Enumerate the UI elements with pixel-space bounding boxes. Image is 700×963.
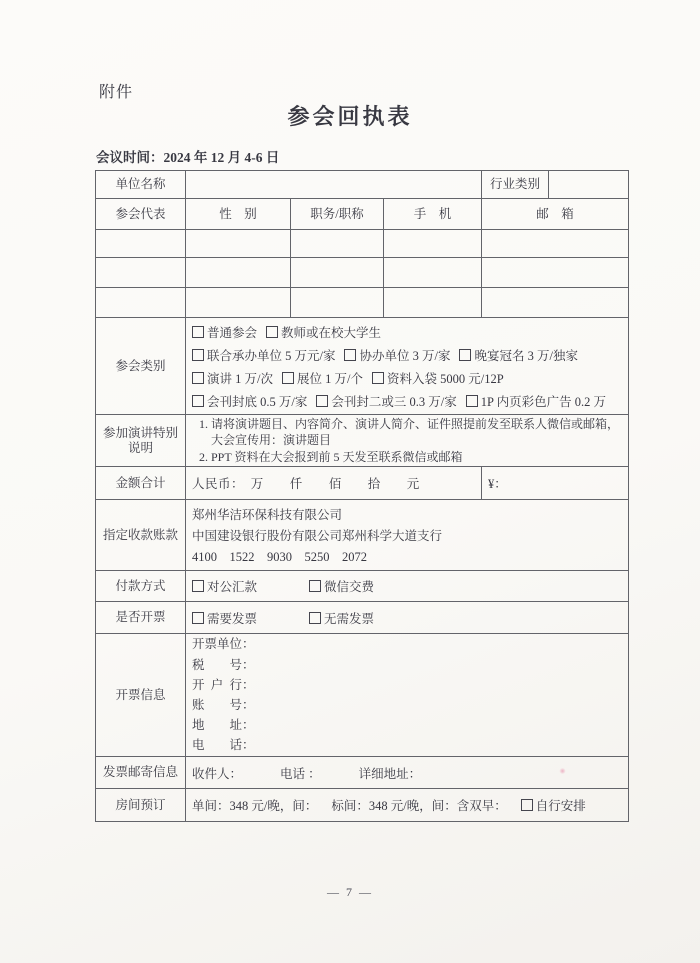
checkbox-icon <box>316 395 328 407</box>
checkbox-option-label: 微信交费 <box>324 580 375 594</box>
scan-speck <box>559 768 566 774</box>
payment-options <box>186 571 629 602</box>
empty-cell <box>291 288 384 318</box>
invoice-info-field: 电 话： <box>192 738 255 753</box>
representative-header-row <box>96 199 629 230</box>
mailing-label: 发票邮寄信息 <box>96 757 186 789</box>
account-label: 指定收款账款 <box>96 500 186 571</box>
speech-notes-content <box>186 415 629 467</box>
checkbox-option <box>192 577 257 595</box>
checkbox-option <box>372 369 504 387</box>
checkbox-icon <box>192 612 204 624</box>
invoice-info-field: 开票单位： <box>192 637 255 652</box>
invoice-info-label: 开票信息 <box>96 634 186 757</box>
invoice-info-fields <box>186 634 629 757</box>
invoice-info-row <box>96 634 629 757</box>
checkbox-option-label: 需要发票 <box>207 611 258 626</box>
checkbox-option-label: 晚宴冠名 3 万/独家 <box>474 348 578 363</box>
payment-options-line <box>192 571 622 601</box>
reply-form-table <box>95 170 629 822</box>
col-email: 邮 箱 <box>482 199 629 230</box>
empty-cell <box>482 288 629 318</box>
col-gender: 性 别 <box>186 199 291 230</box>
checkbox-icon <box>466 395 478 407</box>
empty-cell <box>186 288 291 318</box>
speech-notes-label: 参加演讲特别说明 <box>96 415 186 467</box>
empty-cell <box>96 288 186 318</box>
room-standard-text: 标间：348 元/晚，间：含双早： <box>331 799 507 813</box>
checkbox-icon <box>372 372 384 384</box>
checkbox-icon <box>282 372 294 384</box>
mailing-field: 电话 ： <box>280 766 321 781</box>
checkbox-icon <box>309 612 321 624</box>
category-options-line-3 <box>192 366 622 389</box>
checkbox-icon <box>266 326 278 338</box>
checkbox-option-label: 1P 内页彩色广告 0.2 万 <box>480 394 606 409</box>
checkbox-option <box>192 392 307 410</box>
checkbox-icon <box>192 395 204 407</box>
checkbox-option <box>192 346 335 364</box>
unit-row <box>96 171 629 199</box>
invoice-info-field: 开 户 行： <box>192 677 255 692</box>
account-row <box>96 500 629 571</box>
category-options <box>186 318 629 415</box>
checkbox-option <box>266 323 381 341</box>
checkbox-option <box>309 577 374 595</box>
unit-name-label: 单位名称 <box>96 171 186 199</box>
checkbox-option-label: 展位 1 万/个 <box>296 371 363 386</box>
account-lines <box>192 502 622 568</box>
account-line: 郑州华洁环保科技有限公司 <box>192 508 343 522</box>
checkbox-option <box>309 609 374 627</box>
unit-name-value <box>186 171 482 199</box>
speech-note-item: 1. 请将演讲题目、内容简介、演讲人简介、证件照提前发至联系人微信或邮箱，大会宣传用：演讲题目 <box>211 416 622 449</box>
checkbox-option-label: 普通参会 <box>207 325 258 340</box>
checkbox-option <box>459 346 577 364</box>
payment-row <box>96 571 629 602</box>
checkbox-icon <box>344 349 356 361</box>
industry-value <box>549 171 629 199</box>
speech-note-item: 2. PPT 资料在大会报到前 5 天发至联系微信或邮箱 <box>211 449 622 466</box>
col-position: 职务/职称 <box>291 199 384 230</box>
invoice-info-field: 税 号： <box>192 657 255 672</box>
checkbox-icon <box>521 799 533 811</box>
empty-cell <box>291 258 384 288</box>
page-number: — 7 — <box>327 885 373 899</box>
representative-row <box>96 230 629 258</box>
invoice-info-field: 地 址： <box>192 718 255 733</box>
category-options-line-1 <box>192 320 622 343</box>
attachment-label: 附件 <box>99 84 134 101</box>
checkbox-icon <box>192 372 204 384</box>
checkbox-icon <box>192 349 204 361</box>
checkbox-option-label: 资料入袋 5000 元/12P <box>386 371 504 386</box>
amount-yen-cell: ¥： <box>482 467 629 500</box>
amount-currency-text: 人民币： 万 仟 佰 拾 元 <box>186 467 482 500</box>
account-line: 4100 1522 9030 5250 2072 <box>192 550 368 564</box>
checkbox-option-label: 协办单位 3 万/家 <box>359 348 451 363</box>
invoice-info-field: 账 号： <box>192 698 255 712</box>
representative-row <box>96 258 629 288</box>
checkbox-option-label: 无需发票 <box>324 611 375 626</box>
checkbox-option-label: 演讲 1 万/次 <box>207 371 273 386</box>
checkbox-icon <box>459 349 471 361</box>
representative-row <box>96 288 629 318</box>
checkbox-option <box>316 392 456 410</box>
mailing-fields-line <box>192 757 622 788</box>
meeting-time: 会议时间：2024 年 12 月 4-6 日 <box>96 150 280 165</box>
checkbox-option <box>192 369 273 387</box>
empty-cell <box>291 230 384 258</box>
category-options-line-2 <box>192 343 622 366</box>
room-line <box>192 789 622 821</box>
room-single-text: 单间：348 元/晚，间： <box>192 799 318 813</box>
empty-cell <box>186 258 291 288</box>
amount-row <box>96 467 629 500</box>
payment-label: 付款方式 <box>96 571 186 602</box>
checkbox-option-label: 自行安排 <box>535 799 586 813</box>
empty-cell <box>384 230 482 258</box>
category-options-line-4 <box>192 389 622 412</box>
checkbox-option-label: 教师或在校大学生 <box>281 325 382 340</box>
mailing-field: 收件人： <box>192 766 243 781</box>
checkbox-option-label: 联合承办单位 5 万元/家 <box>207 348 336 363</box>
checkbox-option <box>344 346 450 364</box>
room-row <box>96 789 629 822</box>
empty-cell <box>384 288 482 318</box>
mailing-field: 详细地址： <box>358 766 422 781</box>
invoice-needed-options <box>186 602 629 634</box>
account-details <box>186 500 629 571</box>
account-line: 中国建设银行股份有限公司郑州科学大道支行 <box>192 529 443 543</box>
rep-header-label: 参会代表 <box>96 199 186 230</box>
checkbox-icon <box>192 326 204 338</box>
amount-label: 金额合计 <box>96 467 186 500</box>
category-row <box>96 318 629 415</box>
checkbox-option <box>282 369 363 387</box>
industry-label: 行业类别 <box>482 171 549 199</box>
checkbox-option-label: 会刊封二或三 0.3 万/家 <box>331 394 457 409</box>
invoice-needed-options-line <box>192 602 622 633</box>
empty-cell <box>186 230 291 258</box>
col-mobile: 手 机 <box>384 199 482 230</box>
category-label: 参会类别 <box>96 318 186 415</box>
room-content <box>186 789 629 822</box>
empty-cell <box>96 230 186 258</box>
room-self-arrange-option <box>521 796 586 814</box>
empty-cell <box>482 230 629 258</box>
room-label: 房间预订 <box>96 789 186 822</box>
mailing-row <box>96 757 629 789</box>
page-title: 参会回执表 <box>287 104 413 129</box>
checkbox-option-label: 会刊封底 0.5 万/家 <box>207 394 308 409</box>
empty-cell <box>96 258 186 288</box>
checkbox-icon <box>309 580 321 592</box>
invoice-info-lines <box>192 634 622 755</box>
checkbox-option <box>192 323 257 341</box>
speech-notes-row <box>96 415 629 467</box>
invoice-needed-label: 是否开票 <box>96 602 186 634</box>
empty-cell <box>384 258 482 288</box>
checkbox-option-label: 对公汇款 <box>207 580 258 594</box>
speech-notes-list <box>192 416 622 466</box>
checkbox-icon <box>192 580 204 592</box>
empty-cell <box>482 258 629 288</box>
checkbox-option <box>466 392 606 410</box>
checkbox-option <box>192 609 257 627</box>
invoice-needed-row <box>96 602 629 634</box>
